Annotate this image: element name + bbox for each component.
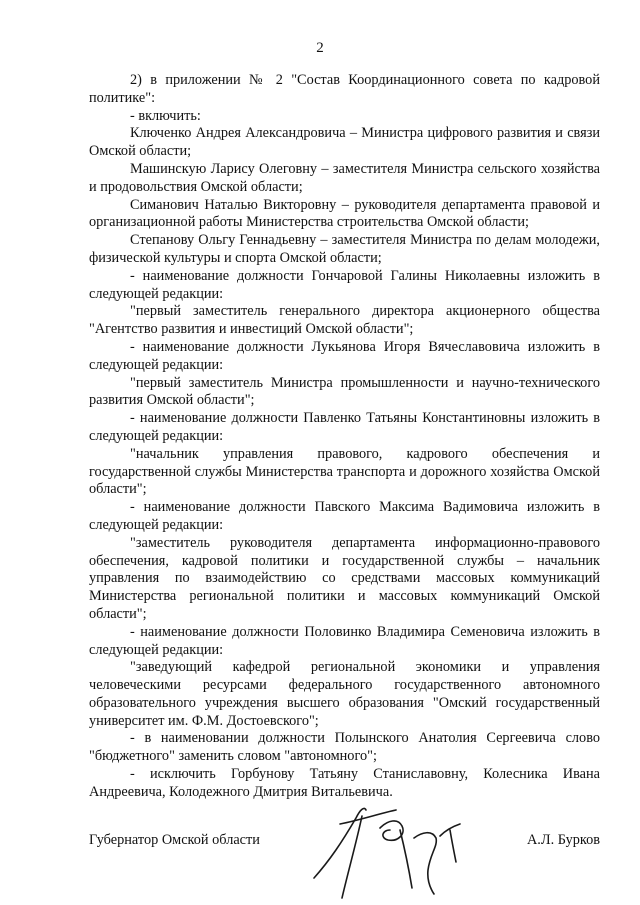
paragraph-stepanova: Степанову Ольгу Геннадьевну – заместителя Министра по делам молодежи, физической культуры и спорта Омской области; bbox=[89, 232, 600, 266]
signer-title: Губернатор Омской области bbox=[89, 832, 260, 848]
signer-name: А.Л. Бурков bbox=[526, 832, 600, 848]
handwritten-signature-icon bbox=[300, 780, 500, 900]
paragraph-pavsky-position: "заместитель руководителя департамента информационно-правового обеспечения, кадровой политики и государственной службы – начальник управления по взаимодействию со средствами массовых коммуникаций Министерства региональной политики и массовых коммуникаций Омской области"; bbox=[89, 534, 600, 622]
paragraph-amendment-intro: 2) в приложении № 2 "Состав Координационного совета по кадровой политике": bbox=[89, 72, 600, 106]
paragraph-goncharova-position: "первый заместитель генерального директора акционерного общества "Агентство развития и инвестиций Омской области"; bbox=[89, 303, 600, 338]
paragraph-polovinko-position: "заведующий кафедрой региональной экономики и управления человеческими ресурсами федерального государственного автономного образовательного учреждения высшего образования "Омский государственный университет им. Ф.М. Достоевского"; bbox=[89, 659, 600, 729]
paragraph-goncharova-intro: - наименование должности Гончаровой Галины Николаевны изложить в следующей редакции: bbox=[89, 267, 600, 302]
paragraph-polovinko-intro: - наименование должности Половинко Владимира Семеновича изложить в следующей редакции: bbox=[89, 623, 600, 658]
document-body bbox=[89, 72, 600, 802]
paragraph-klyuchenko: Ключенко Андрея Александровича – Министра цифрового развития и связи Омской области; bbox=[89, 125, 600, 160]
paragraph-simanovich: Симанович Наталью Викторовну – руководителя департамента правовой и организационной работы Министерства строительства Омской области; bbox=[89, 196, 600, 231]
paragraph-pavsky-intro: - наименование должности Павского Максима Вадимовича изложить в следующей редакции: bbox=[89, 499, 600, 533]
paragraph-pavlenko-position: "начальник управления правового, кадрового обеспечения и государственной службы Министерства транспорта и дорожного хозяйства Омской области"; bbox=[89, 445, 600, 498]
paragraph-polynsky: - в наименовании должности Полынского Анатолия Сергеевича слово "бюджетного" заменить словом "автономного"; bbox=[89, 730, 600, 765]
paragraph-lukyanov-position: "первый заместитель Министра промышленности и научно-технического развития Омской области"; bbox=[89, 374, 600, 409]
paragraph-lukyanov-intro: - наименование должности Лукьянова Игоря Вячеславовича изложить в следующей редакции: bbox=[89, 338, 600, 373]
paragraph-exclude: - исключить Горбунову Татьяну Станиславовну, Колесника Ивана Андреевича, Колодежного Дмитрия Витальевича. bbox=[89, 766, 600, 800]
paragraph-pavlenko-intro: - наименование должности Павленко Татьяны Константиновны изложить в следующей редакции: bbox=[89, 410, 600, 444]
paragraph-include: - включить: bbox=[130, 107, 201, 124]
page-number: 2 bbox=[316, 40, 324, 56]
paragraph-mashinskaya: Машинскую Ларису Олеговну – заместителя Министра сельского хозяйства и продовольствия Омской области; bbox=[89, 160, 600, 195]
